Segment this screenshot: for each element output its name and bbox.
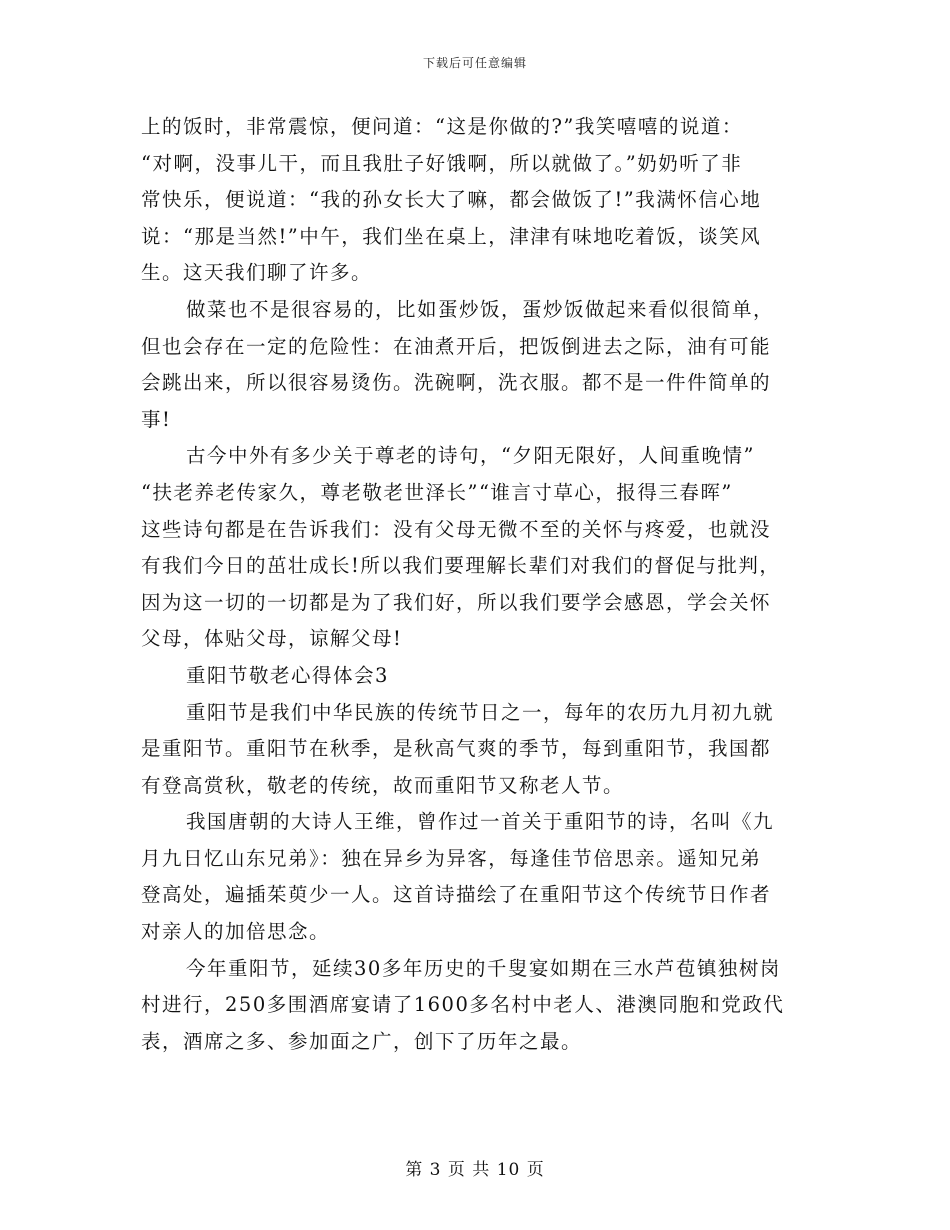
paragraph-first-line: 古今中外有多少关于尊老的诗句，“夕阳无限好，人间重晚情” (186, 444, 755, 468)
text-line: 村进行，250多围酒席宴请了1600多名村中老人、港澳同胞和党政代 (141, 993, 785, 1017)
document-body (141, 109, 811, 1060)
text-line: 登高处，遍插茱萸少一人。这首诗描绘了在重阳节这个传统节日作者 (141, 883, 772, 907)
paragraph-first-line: 做菜也不是很容易的，比如蛋炒饭，蛋炒饭做起来看似很简单， (186, 297, 775, 321)
text-line: 事! (141, 407, 172, 431)
text-line: 会跳出来，所以很容易烫伤。洗碗啊，洗衣服。都不是一件件简单的 (141, 371, 772, 395)
text-line: 对亲人的加倍思念。 (141, 920, 331, 944)
text-line: 但也会存在一定的危险性：在油煮开后，把饭倒进去之际，油有可能 (141, 334, 772, 358)
paragraph-first-line: 重阳节是我们中华民族的传统节日之一，每年的农历九月初九就 (186, 700, 775, 724)
text-line: 常快乐，便说道：“我的孙女长大了嘛，都会做饭了!”我满怀信心地 (141, 188, 762, 212)
text-line: 有我们今日的茁壮成长!所以我们要理解长辈们对我们的督促与批判， (141, 554, 781, 578)
text-line: 上的饭时，非常震惊，便问道：“这是你做的?”我笑嘻嘻的说道： (141, 115, 743, 138)
text-line: 月九日忆山东兄弟》：独在异乡为异客，每逢佳节倍思亲。遥知兄弟 (141, 846, 762, 870)
page-number: 第 3 页 共 10 页 (405, 1160, 545, 1180)
page-header-note: 下载后可任意编辑 (422, 56, 527, 70)
text-line: 父母，体贴父母，谅解父母! (141, 627, 403, 651)
text-line: “扶老养老传家久，尊老敬老世泽长”“谁言寸草心，报得三春晖” (141, 480, 733, 504)
text-line: 因为这一切的一切都是为了我们好，所以我们要学会感恩，学会关怀 (141, 590, 772, 614)
paragraph-first-line: 今年重阳节，延续30多年历史的千叟宴如期在三水芦苞镇独树岗 (186, 956, 781, 980)
text-line: 这些诗句都是在告诉我们：没有父母无微不至的关怀与疼爱，也就没 (141, 517, 772, 541)
text-line: 是重阳节。重阳节在秋季，是秋高气爽的季节，每到重阳节，我国都 (141, 737, 772, 761)
text-line: 有登高赏秋，敬老的传统，故而重阳节又称老人节。 (141, 773, 625, 797)
text-line: 说：“那是当然!”中午，我们坐在桌上，津津有味地吃着饭，谈笑风 (141, 224, 762, 248)
paragraph-first-line: 我国唐朝的大诗人王维，曾作过一首关于重阳节的诗，名叫《九 (186, 810, 775, 834)
text-line: 生。这天我们聊了许多。 (141, 261, 373, 285)
section-heading: 重阳节敬老心得体会3 (186, 663, 389, 687)
text-line: “对啊，没事儿干，而且我肚子好饿啊，所以就做了。”奶奶听了非 (141, 151, 743, 175)
text-line: 表，酒席之多、参加面之广，创下了历年之最。 (141, 1029, 583, 1053)
